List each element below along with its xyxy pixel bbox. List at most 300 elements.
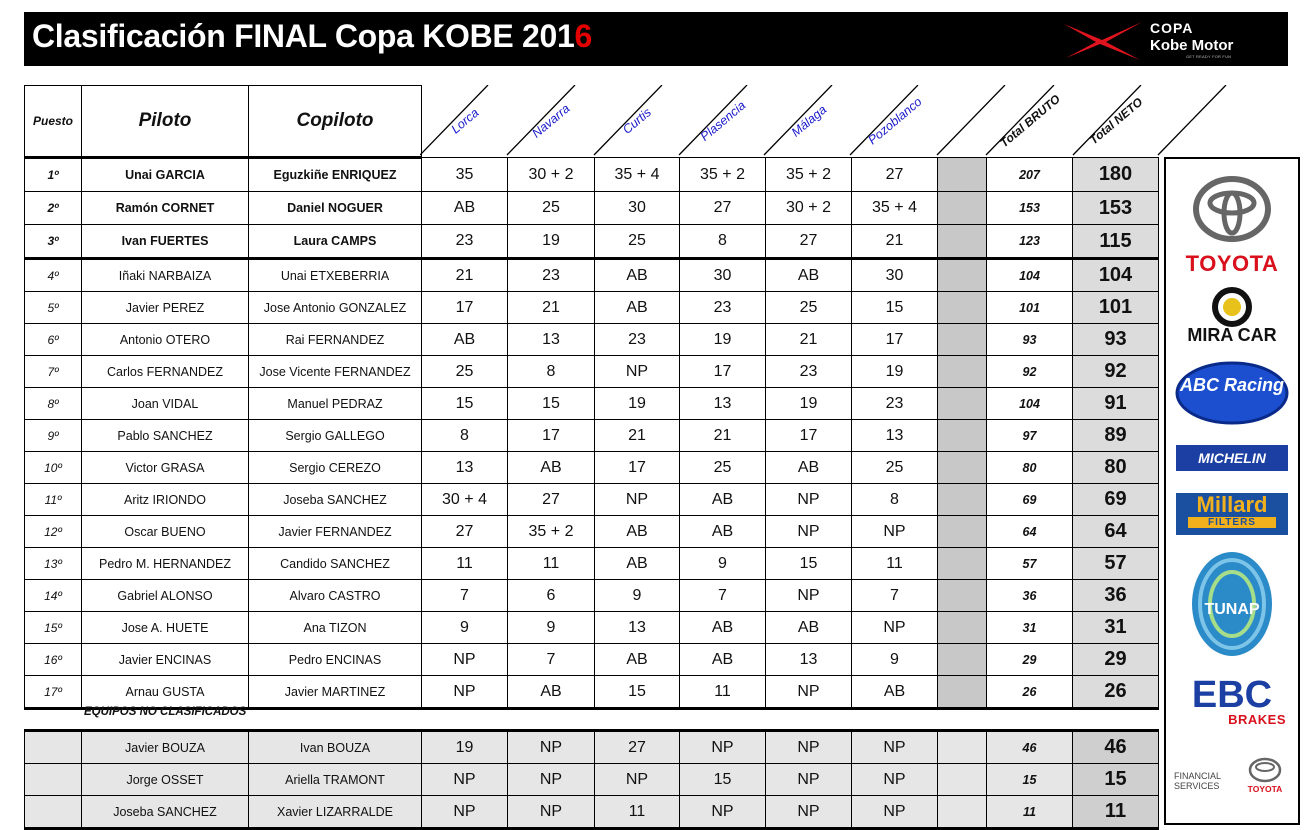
financial-services-text: FINANCIAL SERVICES (1174, 771, 1221, 791)
total-neto-cell: 92 (1073, 356, 1159, 388)
race-result-cell: 13 (766, 644, 852, 676)
race-result-cell: NP (852, 796, 938, 829)
piloto-cell: Gabriel ALONSO (82, 580, 249, 612)
gap-cell (938, 580, 987, 612)
total-bruto-label: Total BRUTO (996, 92, 1063, 151)
race-result-cell: NP (680, 731, 766, 764)
total-bruto-cell: 26 (987, 676, 1073, 709)
race-result-cell: 11 (508, 548, 595, 580)
race-result-cell: 15 (766, 548, 852, 580)
race-result-cell: NP (766, 516, 852, 548)
toyota-emblem-icon (1192, 173, 1272, 245)
race-result-cell: NP (852, 764, 938, 796)
race-result-cell: 35 + 4 (852, 192, 938, 225)
race-result-cell: 11 (852, 548, 938, 580)
brand-tagline: GET READY FOR FUN (1186, 54, 1232, 59)
table-row (25, 420, 1159, 452)
race-result-cell: 17 (766, 420, 852, 452)
millard-logo-sub: FILTERS (1188, 517, 1276, 528)
race-result-cell: 25 (422, 356, 508, 388)
table-row (25, 158, 1159, 192)
position-cell: 15º (25, 612, 82, 644)
race-result-cell: 23 (595, 324, 680, 356)
race-result-cell: 19 (680, 324, 766, 356)
miracar-emblem-icon (1206, 287, 1258, 327)
gap-cell (938, 612, 987, 644)
piloto-cell: Ivan FUERTES (82, 225, 249, 259)
table-row (25, 644, 1159, 676)
total-bruto-cell: 11 (987, 796, 1073, 829)
race-result-cell: 30 + 2 (766, 192, 852, 225)
race-result-cell: AB (422, 192, 508, 225)
gap-cell (938, 225, 987, 259)
position-cell: 11º (25, 484, 82, 516)
race-result-cell: AB (680, 612, 766, 644)
ebc-logo-text: EBC (1191, 674, 1273, 716)
race-result-cell: 23 (766, 356, 852, 388)
position-cell: 8º (25, 388, 82, 420)
race-result-cell: NP (766, 580, 852, 612)
race-result-cell: NP (422, 796, 508, 829)
position-cell: 2º (25, 192, 82, 225)
race-result-cell: NP (595, 356, 680, 388)
race-result-cell: 17 (595, 452, 680, 484)
header-race-4 (680, 86, 766, 158)
race-result-cell: 13 (422, 452, 508, 484)
race-result-cell: AB (852, 676, 938, 709)
race-result-cell: NP (422, 764, 508, 796)
race-result-cell: NP (852, 612, 938, 644)
race-result-cell: AB (680, 644, 766, 676)
table-row (25, 484, 1159, 516)
gap-cell (938, 356, 987, 388)
race-result-cell: 30 (680, 259, 766, 292)
race-result-cell: 17 (422, 292, 508, 324)
total-bruto-cell: 46 (987, 731, 1073, 764)
race-result-cell: 7 (422, 580, 508, 612)
race-result-cell: NP (852, 731, 938, 764)
race-result-cell: 35 + 4 (595, 158, 680, 192)
total-bruto-cell: 207 (987, 158, 1073, 192)
race-result-cell: 27 (852, 158, 938, 192)
piloto-cell: Pablo SANCHEZ (82, 420, 249, 452)
race-result-cell: 25 (508, 192, 595, 225)
race-result-cell: 6 (508, 580, 595, 612)
piloto-cell: Antonio OTERO (82, 324, 249, 356)
copiloto-cell: Joseba SANCHEZ (249, 484, 422, 516)
race-result-cell: 35 + 2 (508, 516, 595, 548)
race-result-cell: NP (766, 764, 852, 796)
total-bruto-cell: 97 (987, 420, 1073, 452)
position-cell (25, 731, 82, 764)
race-result-cell: AB (680, 516, 766, 548)
race-result-cell: 15 (852, 292, 938, 324)
race-result-cell: 25 (680, 452, 766, 484)
piloto-cell: Pedro M. HERNANDEZ (82, 548, 249, 580)
race-result-cell: 30 + 4 (422, 484, 508, 516)
table-row (25, 612, 1159, 644)
race-result-cell: NP (680, 796, 766, 829)
race-result-cell: 19 (595, 388, 680, 420)
total-neto-cell: 93 (1073, 324, 1159, 356)
race-result-cell: 9 (852, 644, 938, 676)
position-cell: 13º (25, 548, 82, 580)
race-result-cell: 15 (595, 676, 680, 709)
race-result-cell: 9 (422, 612, 508, 644)
race-result-cell: 25 (766, 292, 852, 324)
piloto-cell: Arnau GUSTA (82, 676, 249, 709)
table-row (25, 796, 1159, 829)
copiloto-cell: Ana TIZON (249, 612, 422, 644)
gap-cell (938, 158, 987, 192)
race-label: Plasencia (697, 98, 748, 145)
copiloto-cell: Laura CAMPS (249, 225, 422, 259)
race-result-cell: 19 (766, 388, 852, 420)
copiloto-cell: Candido SANCHEZ (249, 548, 422, 580)
header-race-1 (422, 86, 508, 158)
total-bruto-cell: 104 (987, 259, 1073, 292)
position-cell: 14º (25, 580, 82, 612)
race-result-cell: NP (595, 764, 680, 796)
position-cell: 6º (25, 324, 82, 356)
race-result-cell: NP (766, 484, 852, 516)
table-row (25, 388, 1159, 420)
piloto-cell: Jose A. HUETE (82, 612, 249, 644)
race-result-cell: AB (766, 452, 852, 484)
total-neto-cell: 64 (1073, 516, 1159, 548)
michelin-logo: MICHELIN (1176, 445, 1288, 471)
race-result-cell: AB (595, 292, 680, 324)
race-result-cell: 30 (595, 192, 680, 225)
table-row (25, 676, 1159, 709)
total-neto-cell: 46 (1073, 731, 1159, 764)
gap-cell (938, 259, 987, 292)
brand-name: Kobe Motor (1150, 37, 1234, 54)
copiloto-cell: Manuel PEDRAZ (249, 388, 422, 420)
header-total-neto (1073, 86, 1159, 158)
race-result-cell: 21 (508, 292, 595, 324)
total-bruto-cell: 153 (987, 192, 1073, 225)
position-cell: 12º (25, 516, 82, 548)
race-result-cell: NP (508, 731, 595, 764)
position-cell: 10º (25, 452, 82, 484)
miracar-logo: MIRA CAR (1187, 325, 1277, 345)
table-row (25, 516, 1159, 548)
race-result-cell: 21 (852, 225, 938, 259)
race-result-cell: 27 (766, 225, 852, 259)
tunap-logo-text: TUNAP (1204, 601, 1260, 618)
classified-rows (25, 158, 1159, 709)
total-neto-cell: 15 (1073, 764, 1159, 796)
toyota-logo-text: TOYOTA (1185, 251, 1279, 276)
race-result-cell: 19 (422, 731, 508, 764)
copiloto-cell: Ivan BOUZA (249, 731, 422, 764)
race-result-cell: 23 (422, 225, 508, 259)
total-neto-cell: 153 (1073, 192, 1159, 225)
gap-cell (938, 452, 987, 484)
total-neto-cell: 31 (1073, 612, 1159, 644)
gap-cell (938, 676, 987, 709)
race-label: Pozoblanco (864, 94, 925, 148)
race-result-cell: 30 + 2 (508, 158, 595, 192)
table-row (25, 225, 1159, 259)
race-result-cell: NP (422, 644, 508, 676)
gap-cell (938, 764, 987, 796)
gap-cell (938, 548, 987, 580)
race-result-cell: 21 (422, 259, 508, 292)
position-cell: 3º (25, 225, 82, 259)
race-result-cell: 13 (852, 420, 938, 452)
gap-cell (938, 292, 987, 324)
total-bruto-cell: 92 (987, 356, 1073, 388)
financial-toyota-text: TOYOTA (1247, 784, 1283, 794)
total-bruto-cell: 31 (987, 612, 1073, 644)
race-result-cell: AB (766, 612, 852, 644)
header-race-3 (595, 86, 680, 158)
header-puesto: Puesto (25, 86, 82, 158)
copiloto-cell: Pedro ENCINAS (249, 644, 422, 676)
total-bruto-cell: 29 (987, 644, 1073, 676)
race-result-cell: 17 (680, 356, 766, 388)
copiloto-cell: Ariella TRAMONT (249, 764, 422, 796)
table-row (25, 259, 1159, 292)
gap-cell (938, 484, 987, 516)
position-cell: 5º (25, 292, 82, 324)
race-result-cell: AB (595, 548, 680, 580)
gap-cell (938, 192, 987, 225)
position-cell: 1º (25, 158, 82, 192)
copiloto-cell: Xavier LIZARRALDE (249, 796, 422, 829)
race-result-cell: NP (508, 796, 595, 829)
race-label: Lorca (448, 105, 482, 137)
piloto-cell: Javier PEREZ (82, 292, 249, 324)
gap-cell (938, 388, 987, 420)
race-label: Málaga (788, 102, 829, 140)
position-cell: 4º (25, 259, 82, 292)
race-result-cell: 11 (422, 548, 508, 580)
title-bar (24, 12, 1288, 66)
race-result-cell: 35 (422, 158, 508, 192)
race-result-cell: 27 (680, 192, 766, 225)
total-neto-cell: 69 (1073, 484, 1159, 516)
total-bruto-cell: 69 (987, 484, 1073, 516)
table-row (25, 580, 1159, 612)
total-neto-cell: 104 (1073, 259, 1159, 292)
table-row (25, 356, 1159, 388)
race-result-cell: AB (595, 259, 680, 292)
copiloto-cell: Rai FERNANDEZ (249, 324, 422, 356)
piloto-cell: Unai GARCIA (82, 158, 249, 192)
race-result-cell: AB (766, 259, 852, 292)
header-row (25, 86, 1159, 158)
table-row (25, 192, 1159, 225)
race-result-cell: NP (766, 796, 852, 829)
total-neto-cell: 101 (1073, 292, 1159, 324)
position-cell (25, 764, 82, 796)
toyota-small-emblem-icon (1248, 757, 1282, 783)
race-result-cell: 13 (508, 324, 595, 356)
brand-copa: COPA (1150, 20, 1194, 36)
race-result-cell: NP (422, 676, 508, 709)
piloto-cell: Ramón CORNET (82, 192, 249, 225)
race-result-cell: 8 (508, 356, 595, 388)
total-neto-cell: 29 (1073, 644, 1159, 676)
piloto-cell: Oscar BUENO (82, 516, 249, 548)
race-result-cell: 17 (508, 420, 595, 452)
piloto-cell: Joseba SANCHEZ (82, 796, 249, 829)
gap-cell (938, 516, 987, 548)
gap-cell (938, 420, 987, 452)
race-result-cell: 27 (595, 731, 680, 764)
piloto-cell: Javier ENCINAS (82, 644, 249, 676)
copiloto-cell: Sergio CEREZO (249, 452, 422, 484)
race-result-cell: NP (766, 731, 852, 764)
gap-cell (938, 796, 987, 829)
race-result-cell: 35 + 2 (680, 158, 766, 192)
race-result-cell: NP (508, 764, 595, 796)
total-bruto-cell: 93 (987, 324, 1073, 356)
total-neto-cell: 89 (1073, 420, 1159, 452)
race-result-cell: 15 (680, 764, 766, 796)
race-result-cell: NP (595, 484, 680, 516)
race-result-cell: NP (766, 676, 852, 709)
race-result-cell: AB (595, 516, 680, 548)
total-bruto-cell: 57 (987, 548, 1073, 580)
millard-logo-text: Millard (1196, 492, 1268, 517)
gap-cell (938, 644, 987, 676)
table-row (25, 731, 1159, 764)
race-result-cell: AB (508, 452, 595, 484)
total-bruto-cell: 123 (987, 225, 1073, 259)
race-result-cell: 8 (852, 484, 938, 516)
abc-racing-logo (1174, 359, 1290, 427)
table-row (25, 292, 1159, 324)
race-result-cell: 27 (422, 516, 508, 548)
sponsor-panel (1164, 157, 1300, 825)
race-label: Curtis (619, 105, 655, 138)
table-row (25, 452, 1159, 484)
ebc-logo-sub: BRAKES (1228, 712, 1286, 727)
piloto-cell: Carlos FERNANDEZ (82, 356, 249, 388)
total-bruto-cell: 104 (987, 388, 1073, 420)
header-gap (938, 86, 987, 158)
copiloto-cell: Alvaro CASTRO (249, 580, 422, 612)
race-result-cell: 9 (508, 612, 595, 644)
copiloto-cell: Jose Antonio GONZALEZ (249, 292, 422, 324)
copiloto-cell: Unai ETXEBERRIA (249, 259, 422, 292)
race-result-cell: 21 (680, 420, 766, 452)
header-piloto: Piloto (82, 86, 249, 158)
piloto-cell: Javier BOUZA (82, 731, 249, 764)
table-row (25, 764, 1159, 796)
total-neto-cell: 115 (1073, 225, 1159, 259)
race-result-cell: 35 + 2 (766, 158, 852, 192)
header-race-6 (852, 86, 938, 158)
race-result-cell: 9 (680, 548, 766, 580)
race-result-cell: AB (422, 324, 508, 356)
header-total-bruto (987, 86, 1073, 158)
total-bruto-cell: 15 (987, 764, 1073, 796)
position-cell: 7º (25, 356, 82, 388)
table-row (25, 548, 1159, 580)
race-result-cell: AB (595, 644, 680, 676)
position-cell: 17º (25, 676, 82, 709)
race-result-cell: 7 (508, 644, 595, 676)
race-result-cell: 27 (508, 484, 595, 516)
race-label: Navarra (529, 101, 573, 141)
race-result-cell: 9 (595, 580, 680, 612)
total-neto-cell: 36 (1073, 580, 1159, 612)
position-cell: 9º (25, 420, 82, 452)
total-bruto-cell: 101 (987, 292, 1073, 324)
piloto-cell: Victor GRASA (82, 452, 249, 484)
race-result-cell: 23 (680, 292, 766, 324)
race-result-cell: 19 (508, 225, 595, 259)
race-result-cell: 13 (595, 612, 680, 644)
page-title (32, 18, 592, 55)
race-result-cell: 30 (852, 259, 938, 292)
gap-cell (938, 731, 987, 764)
race-result-cell: 25 (852, 452, 938, 484)
race-result-cell: NP (852, 516, 938, 548)
copiloto-cell: Jose Vicente FERNANDEZ (249, 356, 422, 388)
piloto-cell: Joan VIDAL (82, 388, 249, 420)
kobe-x-icon (1062, 18, 1146, 62)
copiloto-cell: Javier MARTINEZ (249, 676, 422, 709)
race-result-cell: 15 (422, 388, 508, 420)
title-accent: 6 (574, 18, 593, 54)
race-result-cell: 21 (595, 420, 680, 452)
title-main: Clasificación FINAL Copa KOBE 201 (32, 18, 575, 54)
race-result-cell: 11 (595, 796, 680, 829)
total-neto-cell: 180 (1073, 158, 1159, 192)
total-neto-cell: 57 (1073, 548, 1159, 580)
position-cell: 16º (25, 644, 82, 676)
header-copiloto: Copiloto (249, 86, 422, 158)
race-result-cell: 8 (680, 225, 766, 259)
total-neto-cell: 91 (1073, 388, 1159, 420)
race-result-cell: 21 (766, 324, 852, 356)
total-neto-cell: 11 (1073, 796, 1159, 829)
position-cell (25, 796, 82, 829)
race-result-cell: AB (508, 676, 595, 709)
total-neto-cell: 80 (1073, 452, 1159, 484)
race-result-cell: 23 (852, 388, 938, 420)
gap-cell (938, 324, 987, 356)
race-result-cell: 8 (422, 420, 508, 452)
race-result-cell: 7 (852, 580, 938, 612)
header-race-5 (766, 86, 852, 158)
piloto-cell: Iñaki NARBAIZA (82, 259, 249, 292)
race-result-cell: 17 (852, 324, 938, 356)
total-bruto-cell: 80 (987, 452, 1073, 484)
ebc-logo (1166, 674, 1298, 727)
race-result-cell: 23 (508, 259, 595, 292)
table-row (25, 324, 1159, 356)
copiloto-cell: Sergio GALLEGO (249, 420, 422, 452)
total-neto-label: Total NETO (1086, 95, 1145, 148)
header-race-2 (508, 86, 595, 158)
race-result-cell: 11 (680, 676, 766, 709)
race-result-cell: 15 (508, 388, 595, 420)
piloto-cell: Jorge OSSET (82, 764, 249, 796)
results-table (24, 85, 1159, 830)
copiloto-cell: Daniel NOGUER (249, 192, 422, 225)
copiloto-cell: Eguzkiñe ENRIQUEZ (249, 158, 422, 192)
race-result-cell: 25 (595, 225, 680, 259)
race-result-cell: 7 (680, 580, 766, 612)
millard-logo (1176, 493, 1288, 535)
